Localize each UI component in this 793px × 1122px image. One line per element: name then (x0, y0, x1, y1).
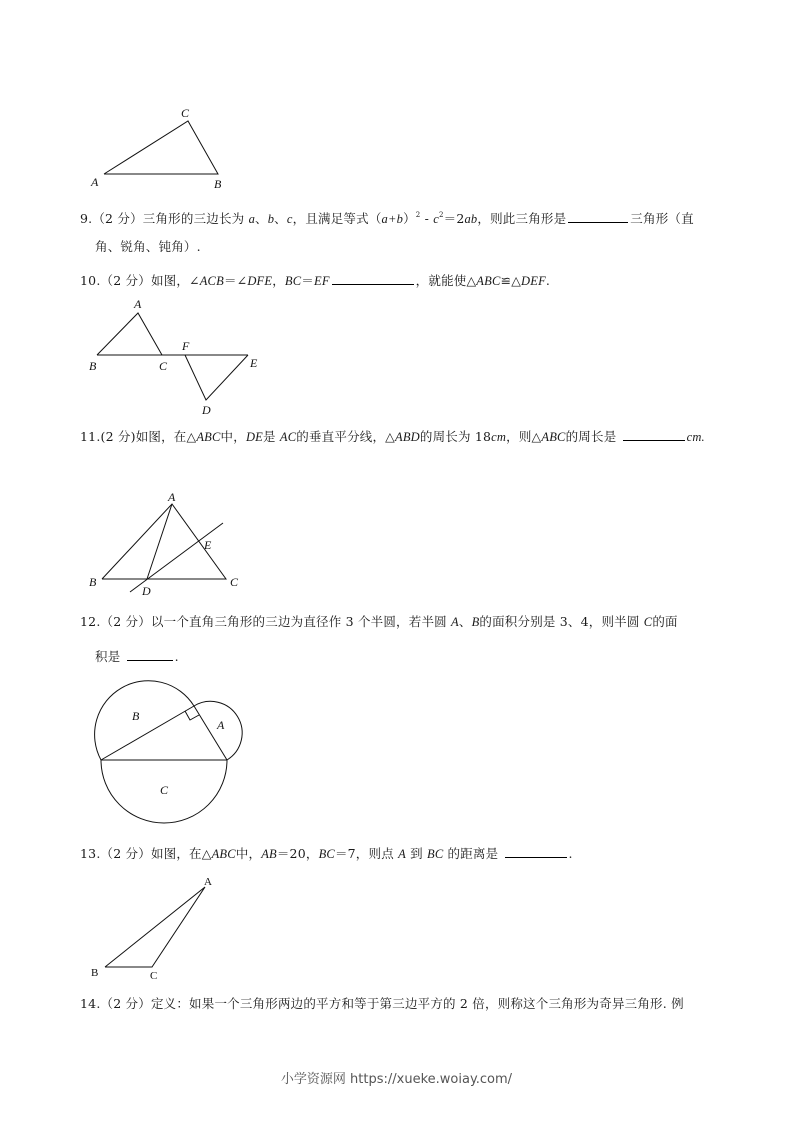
text: 的周长为 18 (419, 429, 492, 444)
label-c: C (230, 575, 239, 589)
question-number: 12 (80, 614, 97, 629)
question-9: 9.（2 分）三角形的三边长为 a、b、c，且满足等式$(a+b)^2 - c^2=2ab$，则此三角形是 三角形（直 (80, 211, 694, 226)
text: 的面 (652, 614, 678, 629)
var: ABC (196, 430, 221, 444)
text: ，则此三角形是 (477, 211, 567, 226)
var: AB (261, 847, 277, 861)
text: ＝7，则点 (334, 846, 399, 861)
label-b: B (214, 177, 222, 191)
label-e: E (250, 356, 258, 370)
text: . (568, 846, 573, 861)
var: DEF (521, 274, 546, 288)
var: ab (464, 212, 478, 226)
label-d: D (142, 584, 151, 598)
text: ＝∠ (223, 273, 248, 288)
label-a: A (204, 876, 212, 888)
question-score: (2 分) (100, 429, 136, 444)
question-9-line2: 角、锐角、钝角）. (95, 239, 201, 254)
text: 到 (405, 846, 427, 861)
var: B (471, 615, 480, 629)
text: ， (272, 273, 285, 288)
var: DE (245, 430, 264, 444)
var: ACB (199, 274, 224, 288)
var: A (451, 615, 459, 629)
text: 中， (220, 429, 246, 444)
answer-blank[interactable] (505, 844, 567, 858)
label-b: B (132, 709, 140, 723)
text: . (545, 273, 551, 288)
text: 如图，∠ (150, 273, 200, 288)
label-a: A (134, 297, 142, 311)
footer-watermark: 小学资源网 https://xueke.woiay.com/ (280, 1072, 513, 1087)
var: BC (284, 274, 302, 288)
text: 如图，在△ (150, 846, 212, 861)
answer-blank[interactable] (127, 647, 173, 661)
text: 、 (274, 211, 287, 226)
figure-semicircles-q12 (85, 665, 260, 830)
label-a: A (168, 490, 176, 504)
exponent: 2 (415, 211, 421, 219)
label-b: B (89, 575, 97, 589)
question-score: （2 分） (100, 846, 151, 861)
text: 以一个直角三角形的三边为直径作 3 个半圆，若半圆 (150, 614, 452, 629)
var: AC (279, 430, 297, 444)
text: ，且满足等式（ (292, 211, 382, 226)
label-c: C (181, 106, 190, 120)
text: ＝2 (443, 211, 465, 226)
label-f: F (182, 339, 190, 353)
text: ） (403, 211, 416, 226)
label-b: B (91, 967, 99, 979)
var: c (286, 212, 293, 226)
var: ABC (476, 274, 501, 288)
exponent: 2 (438, 211, 444, 219)
figure-triangle-abc-q8 (80, 95, 240, 195)
text: 的距离是 (443, 846, 499, 861)
question-number: 9 (80, 211, 89, 226)
text: 的面积分别是 3、4，则半圆 (479, 614, 644, 629)
question-score: （2 分） (92, 211, 143, 226)
question-12: 12.（2 分）以一个直角三角形的三边为直径作 3 个半圆，若半圆 A、B的面积分别是 3、4，则半圆 C的面 (80, 614, 678, 629)
var: ABD (394, 430, 420, 444)
label-a: A (217, 718, 225, 732)
figure-perpendicular-bisector-q11 (80, 485, 260, 600)
var: C (643, 615, 653, 629)
figure-congruent-triangles-q10 (80, 292, 280, 422)
label-b: B (89, 359, 97, 373)
question-14: 14.（2 分）定义：如果一个三角形两边的平方和等于第三边平方的 2 倍，则称这个三角形为奇异三角形. 例 (80, 996, 684, 1011)
text: . (174, 649, 179, 664)
var: b (267, 212, 275, 226)
text: 、 (458, 614, 472, 629)
var: ABC (211, 847, 236, 861)
question-number: 13 (80, 846, 97, 861)
question-11: 11.(2 分)如图，在△ABC中，DE是 AC的垂直平分线，△ABD的周长为 18cm，则△ABC的周长是 cm. (80, 429, 705, 444)
var: c (433, 212, 439, 226)
var: DFE (247, 274, 273, 288)
var: a (248, 212, 256, 226)
text: 中， (235, 846, 262, 861)
question-score: （2 分） (100, 614, 151, 629)
var: A (398, 847, 406, 861)
question-score: （2 分） (100, 996, 151, 1011)
text: ，则△ (506, 429, 542, 444)
text: ＝20， (276, 846, 319, 861)
question-number: 11 (80, 429, 97, 444)
text: 三角形（直 (630, 211, 694, 226)
var: BC (318, 847, 335, 861)
question-10: 10.（2 分）如图，∠ACB＝∠DFE，BC＝EF ，就能使△ABC≌△DEF. (80, 273, 551, 288)
label-c: C (159, 359, 168, 373)
answer-blank[interactable] (568, 209, 628, 223)
figure-obtuse-triangle-q13 (80, 870, 230, 985)
var: cm (491, 430, 507, 444)
var: EF (314, 274, 330, 288)
unit: cm. (686, 430, 705, 444)
label-a: A (91, 175, 99, 189)
text: 、 (255, 211, 268, 226)
text: - (420, 211, 434, 226)
text: 如图，在△ (135, 429, 197, 444)
question-number: 10 (80, 273, 97, 288)
question-12-line2 (95, 647, 179, 665)
text: ≌△ (500, 273, 522, 288)
var: ABC (541, 430, 566, 444)
text: ＝ (301, 273, 314, 288)
label-c: C (160, 783, 169, 797)
answer-blank[interactable] (332, 271, 414, 285)
answer-blank[interactable] (623, 427, 685, 441)
text: 的垂直平分线，△ (296, 429, 395, 444)
question-13: 13.（2 分）如图，在△ABC中，AB＝20，BC＝7，则点 A 到 BC 的距离是 . (80, 846, 573, 861)
text: ，就能使△ (415, 273, 477, 288)
text: 是 (263, 429, 280, 444)
text: 的周长是 (565, 429, 621, 444)
label-c: C (150, 970, 158, 982)
text: 定义：如果一个三角形两边的平方和等于第三边平方的 2 倍，则称这个三角形为奇异三角形. 例 (150, 996, 684, 1011)
text: 三角形的三边长为 (142, 211, 249, 226)
label-e: E (204, 538, 212, 552)
question-number: 14 (80, 996, 97, 1011)
label-d: D (202, 403, 211, 417)
var: BC (426, 847, 444, 861)
text: 积是 (95, 649, 121, 664)
var: a+b (381, 212, 404, 226)
question-score: （2 分） (100, 273, 151, 288)
